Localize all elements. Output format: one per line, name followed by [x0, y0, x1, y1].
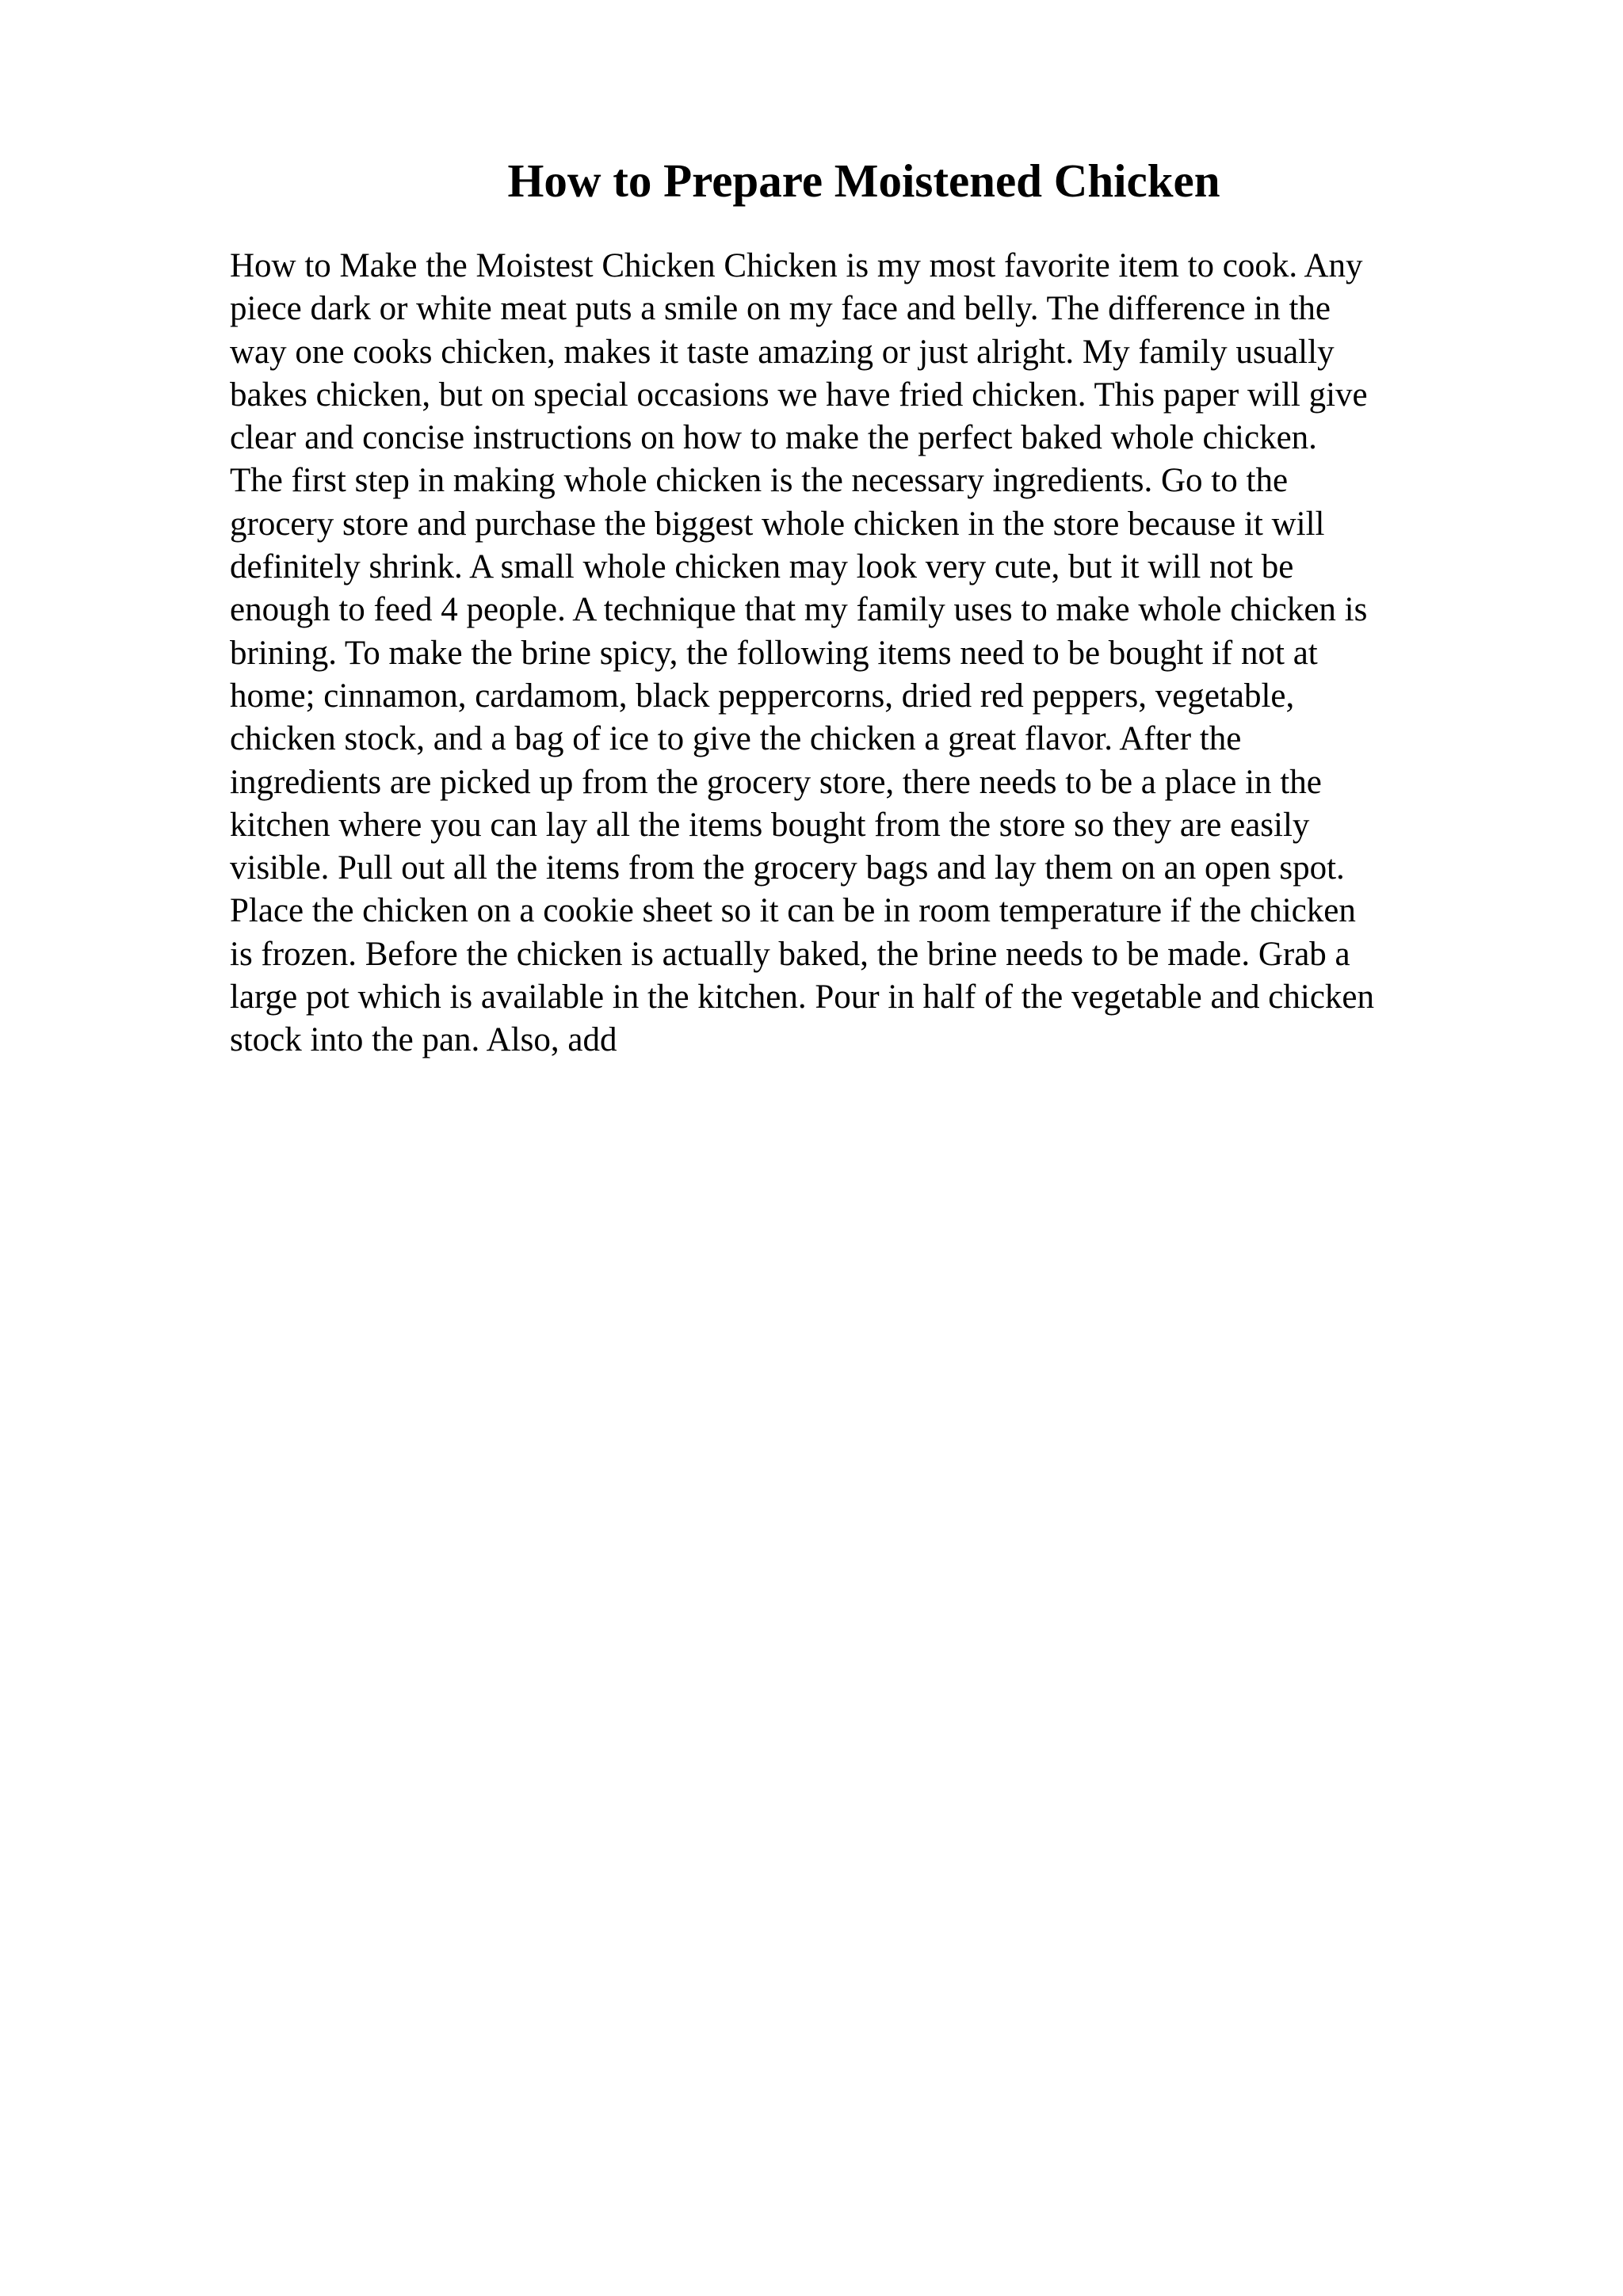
body-line: way one cooks chicken, makes it taste amazing or just alright. My family usually — [230, 333, 1335, 371]
body-line: clear and concise instructions on how to make the perfect baked whole chicken. — [230, 419, 1317, 457]
body-line: large pot which is available in the kitchen. Pour in half of the vegetable and chicken — [230, 978, 1375, 1016]
body-line: visible. Pull out all the items from the grocery bags and lay them on an open spot. — [230, 849, 1345, 887]
body-line: home; cinnamon, cardamom, black peppercorns, dried red peppers, vegetable, — [230, 677, 1295, 715]
body-line: kitchen where you can lay all the items bought from the store so they are easily — [230, 806, 1310, 844]
body-line: enough to feed 4 people. A technique that my family uses to make whole chicken is — [230, 591, 1368, 629]
body-line: brining. To make the brine spicy, the following items need to be bought if not at — [230, 634, 1318, 672]
body-line: grocery store and purchase the biggest whole chicken in the store because it will — [230, 505, 1325, 543]
body-line: chicken stock, and a bag of ice to give the chicken a great flavor. After the — [230, 720, 1242, 758]
document-title: How to Prepare Moistened Chicken — [507, 154, 1220, 207]
body-line: bakes chicken, but on special occasions we have fried chicken. This paper will give — [230, 376, 1368, 414]
document-body — [230, 245, 1490, 1062]
body-line: How to Make the Moistest Chicken Chicken is my most favorite item to cook. Any — [230, 247, 1363, 284]
body-line: piece dark or white meat puts a smile on my face and belly. The difference in the — [230, 290, 1331, 328]
body-line: stock into the pan. Also, add — [230, 1021, 617, 1059]
body-line: The first step in making whole chicken is the necessary ingredients. Go to the — [230, 462, 1289, 500]
body-line: ingredients are picked up from the grocery store, there needs to be a place in the — [230, 763, 1322, 801]
body-line: Place the chicken on a cookie sheet so it can be in room temperature if the chicken — [230, 892, 1356, 930]
body-line: definitely shrink. A small whole chicken may look very cute, but it will not be — [230, 548, 1294, 586]
body-line: is frozen. Before the chicken is actually baked, the brine needs to be made. Grab a — [230, 935, 1350, 973]
